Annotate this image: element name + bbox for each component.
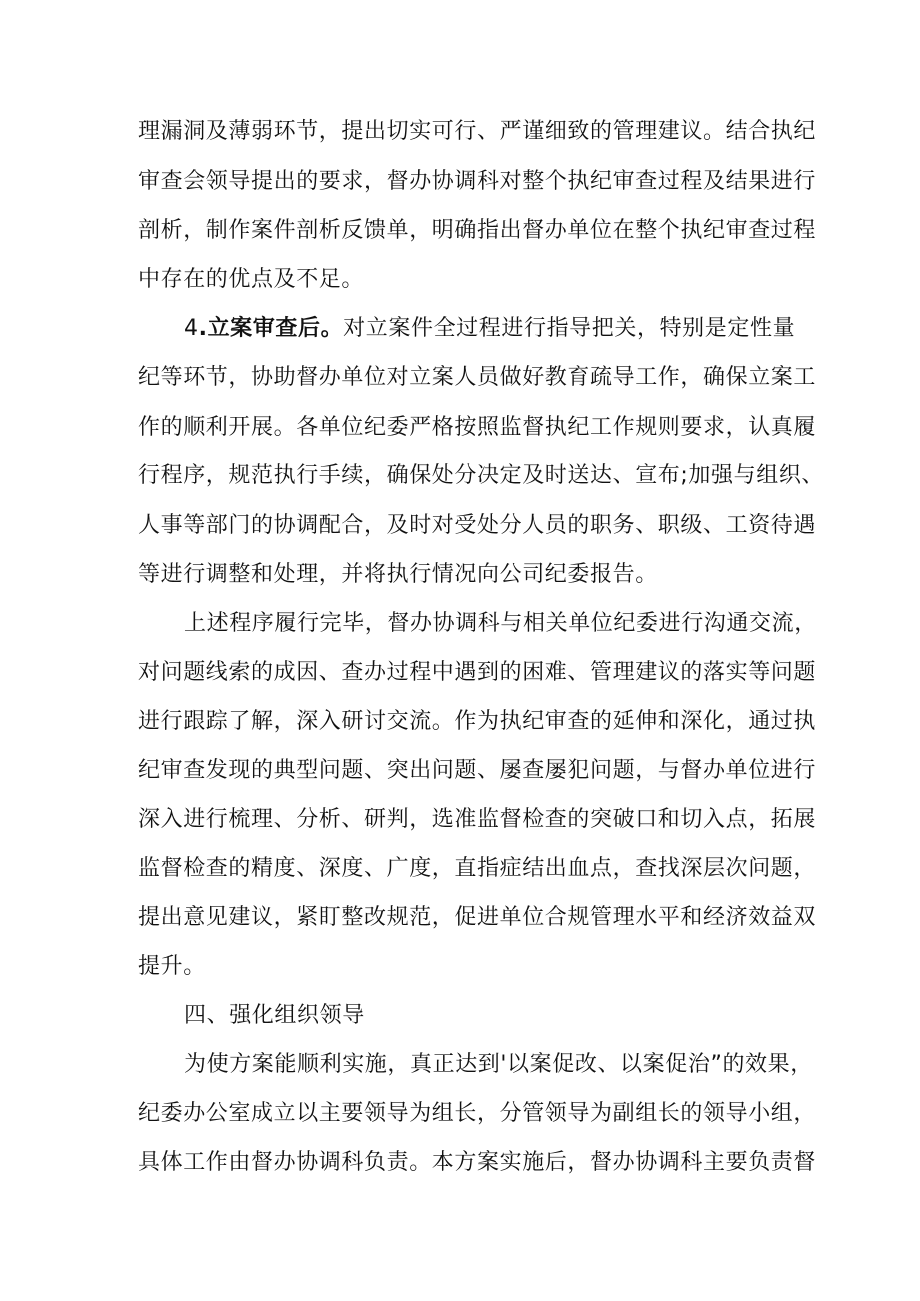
paragraph-line: 剖析，制作案件剖析反馈单，明确指出督办单位在整个执纪审查过程 bbox=[138, 218, 817, 243]
paragraph-line: 纪审查发现的典型问题、突出问题、屡查屡犯问题，与督办单位进行 bbox=[138, 758, 817, 783]
paragraph-line: 纪委办公室成立以主要领导为组长，分管领导为副组长的领导小组， bbox=[138, 1101, 817, 1126]
section-heading: 四、强化组织领导 bbox=[184, 1003, 365, 1028]
paragraph-line: 具体工作由督办协调科负责。本方案实施后，督办协调科主要负责督 bbox=[138, 1150, 817, 1175]
paragraph-line: 纪等环节，协助督办单位对立案人员做好教育疏导工作，确保立案工 bbox=[138, 365, 817, 390]
paragraph-line: 人事等部门的协调配合，及时对受处分人员的职务、职级、工资待遇 bbox=[138, 513, 817, 538]
subsection-heading: .立案审查后。 bbox=[198, 316, 344, 341]
paragraph-line: 行程序，规范执行手续，确保处分决定及时送达、宣布;加强与组织、 bbox=[138, 463, 825, 488]
paragraph-line: 为使方案能顺利实施，真正达到'以案促改、以案促治”的效果， bbox=[184, 1052, 813, 1077]
paragraph-line: 审查会领导提出的要求，督办协调科对整个执纪审查过程及结果进行 bbox=[138, 169, 817, 194]
list-number: 4 bbox=[184, 316, 199, 341]
paragraph-line: 理漏洞及薄弱环节，提出切实可行、严谨细致的管理建议。结合执纪 bbox=[138, 119, 817, 144]
paragraph-line: 提升。 bbox=[138, 954, 206, 979]
paragraph-text: 对立案件全过程进行指导把关，特别是定性量 bbox=[343, 316, 796, 341]
paragraph-line: 对问题线索的成因、查办过程中遇到的困难、管理建议的落实等问题 bbox=[138, 660, 817, 685]
paragraph-line: 上述程序履行完毕，督办协调科与相关单位纪委进行沟通交流， bbox=[184, 611, 817, 636]
paragraph-line: 监督检查的精度、深度、广度，直指症结出血点，查找深层次问题， bbox=[138, 856, 817, 881]
paragraph-line: 等进行调整和处理，并将执行情况向公司纪委报告。 bbox=[138, 562, 658, 587]
paragraph-line: 提出意见建议，紧盯整改规范，促进单位合规管理水平和经济效益双 bbox=[138, 905, 817, 930]
paragraph-line: 深入进行梳理、分析、研判，选准监督检查的突破口和切入点，拓展 bbox=[138, 807, 817, 832]
paragraph-line: 进行跟踪了解，深入研讨交流。作为执纪审查的延伸和深化，通过执 bbox=[138, 709, 817, 734]
paragraph-line bbox=[184, 313, 796, 345]
paragraph-line: 中存在的优点及不足。 bbox=[138, 267, 365, 292]
paragraph-line: 作的顺利开展。各单位纪委严格按照监督执纪工作规则要求，认真履 bbox=[138, 415, 817, 440]
